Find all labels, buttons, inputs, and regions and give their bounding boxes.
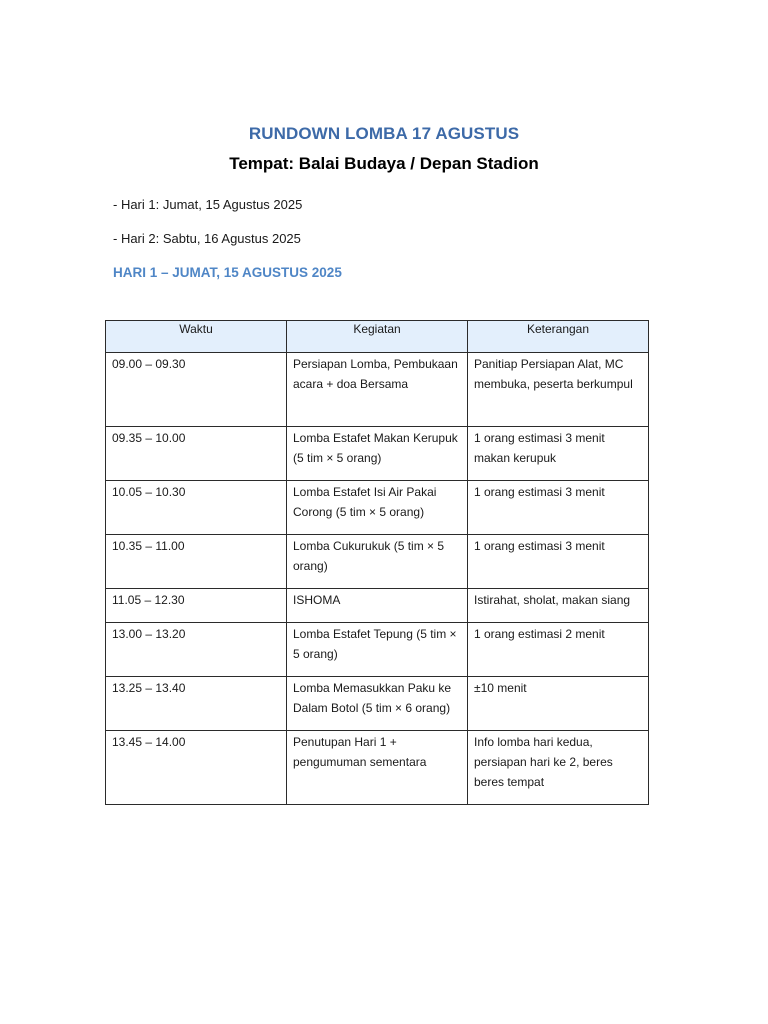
cell-waktu: 13.00 – 13.20	[106, 623, 287, 677]
table-row	[106, 589, 649, 623]
table-row	[106, 353, 649, 427]
cell-kegiatan: Penutupan Hari 1 + pengumuman sementara	[287, 731, 468, 805]
cell-kegiatan: Lomba Estafet Tepung (5 tim × 5 orang)	[287, 623, 468, 677]
cell-waktu: 10.35 – 11.00	[106, 535, 287, 589]
venue-subtitle: Tempat: Balai Budaya / Depan Stadion	[229, 154, 539, 173]
cell-keterangan: 1 orang estimasi 3 menit makan kerupuk	[468, 427, 649, 481]
header-kegiatan: Kegiatan	[287, 321, 468, 353]
cell-keterangan: ±10 menit	[468, 677, 649, 731]
section-heading-day-1: HARI 1 – JUMAT, 15 AGUSTUS 2025	[113, 265, 342, 280]
cell-waktu: 13.25 – 13.40	[106, 677, 287, 731]
table-row	[106, 427, 649, 481]
cell-kegiatan: Lomba Estafet Isi Air Pakai Corong (5 tim × 5 orang)	[287, 481, 468, 535]
table-row	[106, 481, 649, 535]
cell-waktu: 09.00 – 09.30	[106, 353, 287, 427]
table-header-row	[106, 321, 649, 353]
cell-waktu: 10.05 – 10.30	[106, 481, 287, 535]
cell-keterangan: Istirahat, sholat, makan siang	[468, 589, 649, 623]
day-2-line: - Hari 2: Sabtu, 16 Agustus 2025	[113, 231, 301, 246]
cell-kegiatan: ISHOMA	[287, 589, 468, 623]
table-row	[106, 677, 649, 731]
cell-kegiatan: Lomba Cukurukuk (5 tim × 5 orang)	[287, 535, 468, 589]
table-row	[106, 731, 649, 805]
day-1-line: - Hari 1: Jumat, 15 Agustus 2025	[113, 197, 303, 212]
cell-kegiatan: Lomba Memasukkan Paku ke Dalam Botol (5 tim × 6 orang)	[287, 677, 468, 731]
cell-waktu: 09.35 – 10.00	[106, 427, 287, 481]
table-row	[106, 535, 649, 589]
cell-keterangan: 1 orang estimasi 2 menit	[468, 623, 649, 677]
cell-kegiatan: Lomba Estafet Makan Kerupuk (5 tim × 5 orang)	[287, 427, 468, 481]
cell-keterangan: Info lomba hari kedua, persiapan hari ke 2, beres beres tempat	[468, 731, 649, 805]
cell-waktu: 13.45 – 14.00	[106, 731, 287, 805]
table-row	[106, 623, 649, 677]
cell-kegiatan: Persiapan Lomba, Pembukaan acara + doa Bersama	[287, 353, 468, 427]
cell-waktu: 11.05 – 12.30	[106, 589, 287, 623]
header-waktu: Waktu	[106, 321, 287, 353]
document-title: RUNDOWN LOMBA 17 AGUSTUS	[248, 124, 520, 143]
rundown-table	[105, 320, 649, 805]
cell-keterangan: 1 orang estimasi 3 menit	[468, 535, 649, 589]
cell-keterangan: 1 orang estimasi 3 menit	[468, 481, 649, 535]
cell-keterangan: Panitiap Persiapan Alat, MC membuka, peserta berkumpul	[468, 353, 649, 427]
header-keterangan: Keterangan	[468, 321, 649, 353]
